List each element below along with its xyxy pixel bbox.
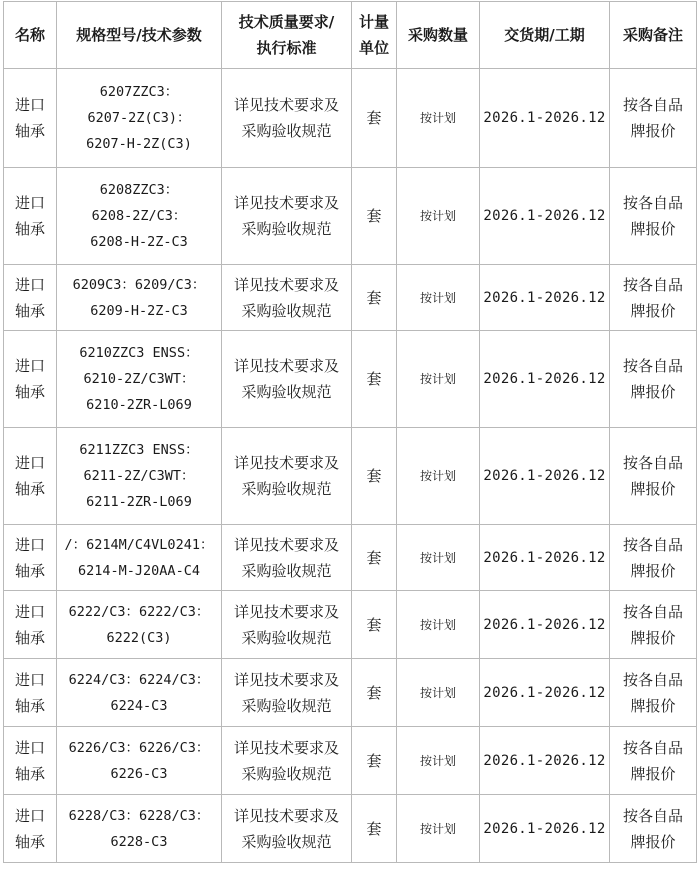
cell-standard-line: 详见技术要求及 [233,602,339,621]
cell-name-line: 进口 [14,96,45,114]
cell-remark-line: 按各自品 [622,670,683,689]
cell-spec [57,168,222,265]
cell-spec-line: 6226-C3 [110,765,168,782]
cell-standard-line: 详见技术要求及 [233,275,339,294]
cell-delivery: 2026.1-2026.12 [480,265,610,331]
cell-standard-line: 详见技术要求及 [233,806,339,825]
cell-remark-line: 牌报价 [630,832,676,851]
cell-name-line: 轴承 [14,764,45,783]
cell-name-line: 进口 [14,194,45,212]
cell-qty: 按计划 [397,69,480,168]
cell-name-line: 轴承 [14,480,45,498]
cell-unit: 套 [352,727,397,795]
cell-standard-line: 详见技术要求及 [233,96,339,114]
header-row [4,2,697,69]
cell-remark-line: 牌报价 [630,301,676,320]
cell-standard-line: 采购验收规范 [241,383,332,401]
cell-name-line: 进口 [14,275,45,294]
cell-spec-line: 6207ZZC3： [99,84,179,100]
cell-remark [610,659,697,727]
cell-standard [222,265,352,331]
cell-spec-line: 6208-H-2Z-C3 [90,234,188,250]
cell-delivery: 2026.1-2026.12 [480,69,610,168]
cell-name [4,659,57,727]
table-row [4,795,697,863]
cell-qty: 按计划 [397,795,480,863]
header-line: 交货期/工期 [504,26,585,44]
header-line: 技术质量要求/ [238,13,335,31]
cell-standard-line: 详见技术要求及 [233,194,339,212]
cell-qty: 按计划 [397,428,480,525]
cell-remark-line: 牌报价 [630,122,676,140]
header-name [4,2,57,69]
cell-standard [222,428,352,525]
cell-unit: 套 [352,168,397,265]
cell-spec-line: 6208ZZC3： [99,182,179,198]
cell-delivery: 2026.1-2026.12 [480,525,610,591]
cell-standard [222,591,352,659]
table-row [4,591,697,659]
cell-spec-line: 6210-2Z/C3WT： [83,371,195,387]
procurement-table [3,1,697,863]
cell-standard-line: 采购验收规范 [241,301,332,320]
cell-name [4,795,57,863]
cell-name-line: 进口 [14,357,45,375]
cell-qty: 按计划 [397,659,480,727]
cell-spec-line: 6228-C3 [110,833,168,850]
cell-remark-line: 牌报价 [630,383,676,401]
cell-spec [57,727,222,795]
cell-delivery: 2026.1-2026.12 [480,331,610,428]
cell-standard-line: 详见技术要求及 [233,738,339,757]
cell-spec [57,525,222,591]
cell-remark-line: 按各自品 [622,96,683,114]
cell-remark [610,69,697,168]
cell-qty: 按计划 [397,591,480,659]
cell-remark-line: 按各自品 [622,738,683,757]
table-header [4,2,697,69]
cell-name [4,727,57,795]
cell-remark [610,525,697,591]
cell-name [4,331,57,428]
cell-name-line: 进口 [14,738,45,757]
cell-qty: 按计划 [397,525,480,591]
cell-name [4,428,57,525]
cell-remark [610,265,697,331]
cell-delivery: 2026.1-2026.12 [480,795,610,863]
cell-qty: 按计划 [397,331,480,428]
cell-unit: 套 [352,69,397,168]
cell-name-line: 进口 [14,454,45,472]
cell-spec-line: 6209C3：6209/C3： [72,276,206,293]
cell-spec-line: 6222(C3) [106,629,172,646]
cell-delivery: 2026.1-2026.12 [480,168,610,265]
cell-name [4,265,57,331]
cell-remark-line: 牌报价 [630,764,676,783]
cell-name-line: 轴承 [14,220,45,238]
cell-spec [57,265,222,331]
cell-remark-line: 牌报价 [630,628,676,647]
cell-standard-line: 采购验收规范 [241,628,332,647]
cell-spec [57,428,222,525]
header-line: 名称 [14,26,45,44]
cell-name-line: 轴承 [14,628,45,647]
cell-spec-line: 6228/C3：6228/C3： [68,807,210,824]
cell-standard-line: 详见技术要求及 [233,454,339,472]
cell-standard [222,795,352,863]
cell-unit: 套 [352,795,397,863]
cell-qty: 按计划 [397,727,480,795]
cell-name-line: 轴承 [14,832,45,851]
cell-standard-line: 详见技术要求及 [233,670,339,689]
table-row [4,659,697,727]
cell-remark [610,727,697,795]
cell-spec-line: 6209-H-2Z-C3 [90,302,188,319]
cell-name [4,168,57,265]
header-line: 规格型号/技术参数 [76,26,202,44]
cell-spec-line: 6208-2Z/C3： [91,208,187,224]
table-row [4,69,697,168]
cell-standard-line: 采购验收规范 [241,832,332,851]
header-line: 计量 [358,13,389,31]
cell-remark-line: 按各自品 [622,535,683,554]
cell-name [4,525,57,591]
cell-spec [57,331,222,428]
cell-qty: 按计划 [397,168,480,265]
cell-unit: 套 [352,525,397,591]
header-qty [397,2,480,69]
header-spec [57,2,222,69]
table-row [4,525,697,591]
cell-remark-line: 按各自品 [622,194,683,212]
header-line: 采购备注 [622,26,683,44]
cell-unit: 套 [352,659,397,727]
cell-unit: 套 [352,591,397,659]
cell-delivery: 2026.1-2026.12 [480,591,610,659]
cell-spec [57,69,222,168]
header-standard [222,2,352,69]
cell-spec-line: 6211-2ZR-L069 [86,494,192,510]
cell-spec-line: 6211ZZC3 ENSS： [79,442,199,458]
cell-standard-line: 采购验收规范 [241,122,332,140]
cell-standard-line: 采购验收规范 [241,696,332,715]
cell-delivery: 2026.1-2026.12 [480,428,610,525]
table-row [4,265,697,331]
cell-spec [57,591,222,659]
cell-remark [610,428,697,525]
cell-name-line: 进口 [14,670,45,689]
cell-remark-line: 按各自品 [622,357,683,375]
cell-spec-line: 6214-M-J20AA-C4 [78,562,200,579]
table-body [4,69,697,863]
cell-delivery: 2026.1-2026.12 [480,727,610,795]
table-row [4,331,697,428]
cell-name-line: 进口 [14,806,45,825]
cell-standard-line: 采购验收规范 [241,764,332,783]
header-remark [610,2,697,69]
cell-name [4,69,57,168]
header-line: 采购数量 [407,26,468,44]
cell-spec-line: 6226/C3：6226/C3： [68,739,210,756]
cell-name-line: 轴承 [14,301,45,320]
table-row [4,727,697,795]
cell-spec-line: 6222/C3：6222/C3： [68,603,210,620]
cell-name-line: 轴承 [14,561,45,580]
cell-standard [222,727,352,795]
cell-remark-line: 牌报价 [630,220,676,238]
header-line: 单位 [358,39,389,57]
cell-remark [610,168,697,265]
cell-standard [222,168,352,265]
cell-spec-line: /：6214M/C4VL0241： [64,536,214,553]
cell-spec-line: 6210ZZC3 ENSS： [79,345,199,361]
cell-spec-line: 6224/C3：6224/C3： [68,671,210,688]
cell-remark-line: 按各自品 [622,602,683,621]
cell-standard [222,69,352,168]
cell-qty: 按计划 [397,265,480,331]
cell-spec-line: 6207-H-2Z(C3) [86,136,192,152]
cell-spec [57,659,222,727]
cell-standard-line: 采购验收规范 [241,561,332,580]
cell-spec-line: 6211-2Z/C3WT： [83,468,195,484]
cell-standard [222,659,352,727]
table-row [4,428,697,525]
table-row [4,168,697,265]
cell-spec-line: 6224-C3 [110,697,168,714]
cell-remark-line: 牌报价 [630,480,676,498]
cell-remark-line: 按各自品 [622,806,683,825]
cell-remark [610,331,697,428]
cell-unit: 套 [352,331,397,428]
cell-standard [222,331,352,428]
cell-name-line: 轴承 [14,696,45,715]
cell-spec-line: 6207-2Z(C3)： [87,110,191,126]
cell-remark-line: 按各自品 [622,454,683,472]
cell-delivery: 2026.1-2026.12 [480,659,610,727]
cell-spec-line: 6210-2ZR-L069 [86,397,192,413]
header-unit [352,2,397,69]
cell-standard-line: 详见技术要求及 [233,357,339,375]
cell-name-line: 轴承 [14,122,45,140]
cell-remark [610,591,697,659]
cell-name-line: 进口 [14,535,45,554]
header-delivery [480,2,610,69]
cell-remark-line: 牌报价 [630,561,676,580]
cell-name-line: 进口 [14,602,45,621]
cell-unit: 套 [352,428,397,525]
cell-name-line: 轴承 [14,383,45,401]
cell-standard-line: 采购验收规范 [241,480,332,498]
cell-standard-line: 详见技术要求及 [233,535,339,554]
cell-name [4,591,57,659]
cell-standard [222,525,352,591]
cell-remark-line: 牌报价 [630,696,676,715]
cell-remark-line: 按各自品 [622,275,683,294]
cell-standard-line: 采购验收规范 [241,220,332,238]
cell-spec [57,795,222,863]
cell-remark [610,795,697,863]
header-line: 执行标准 [256,39,317,57]
cell-unit: 套 [352,265,397,331]
